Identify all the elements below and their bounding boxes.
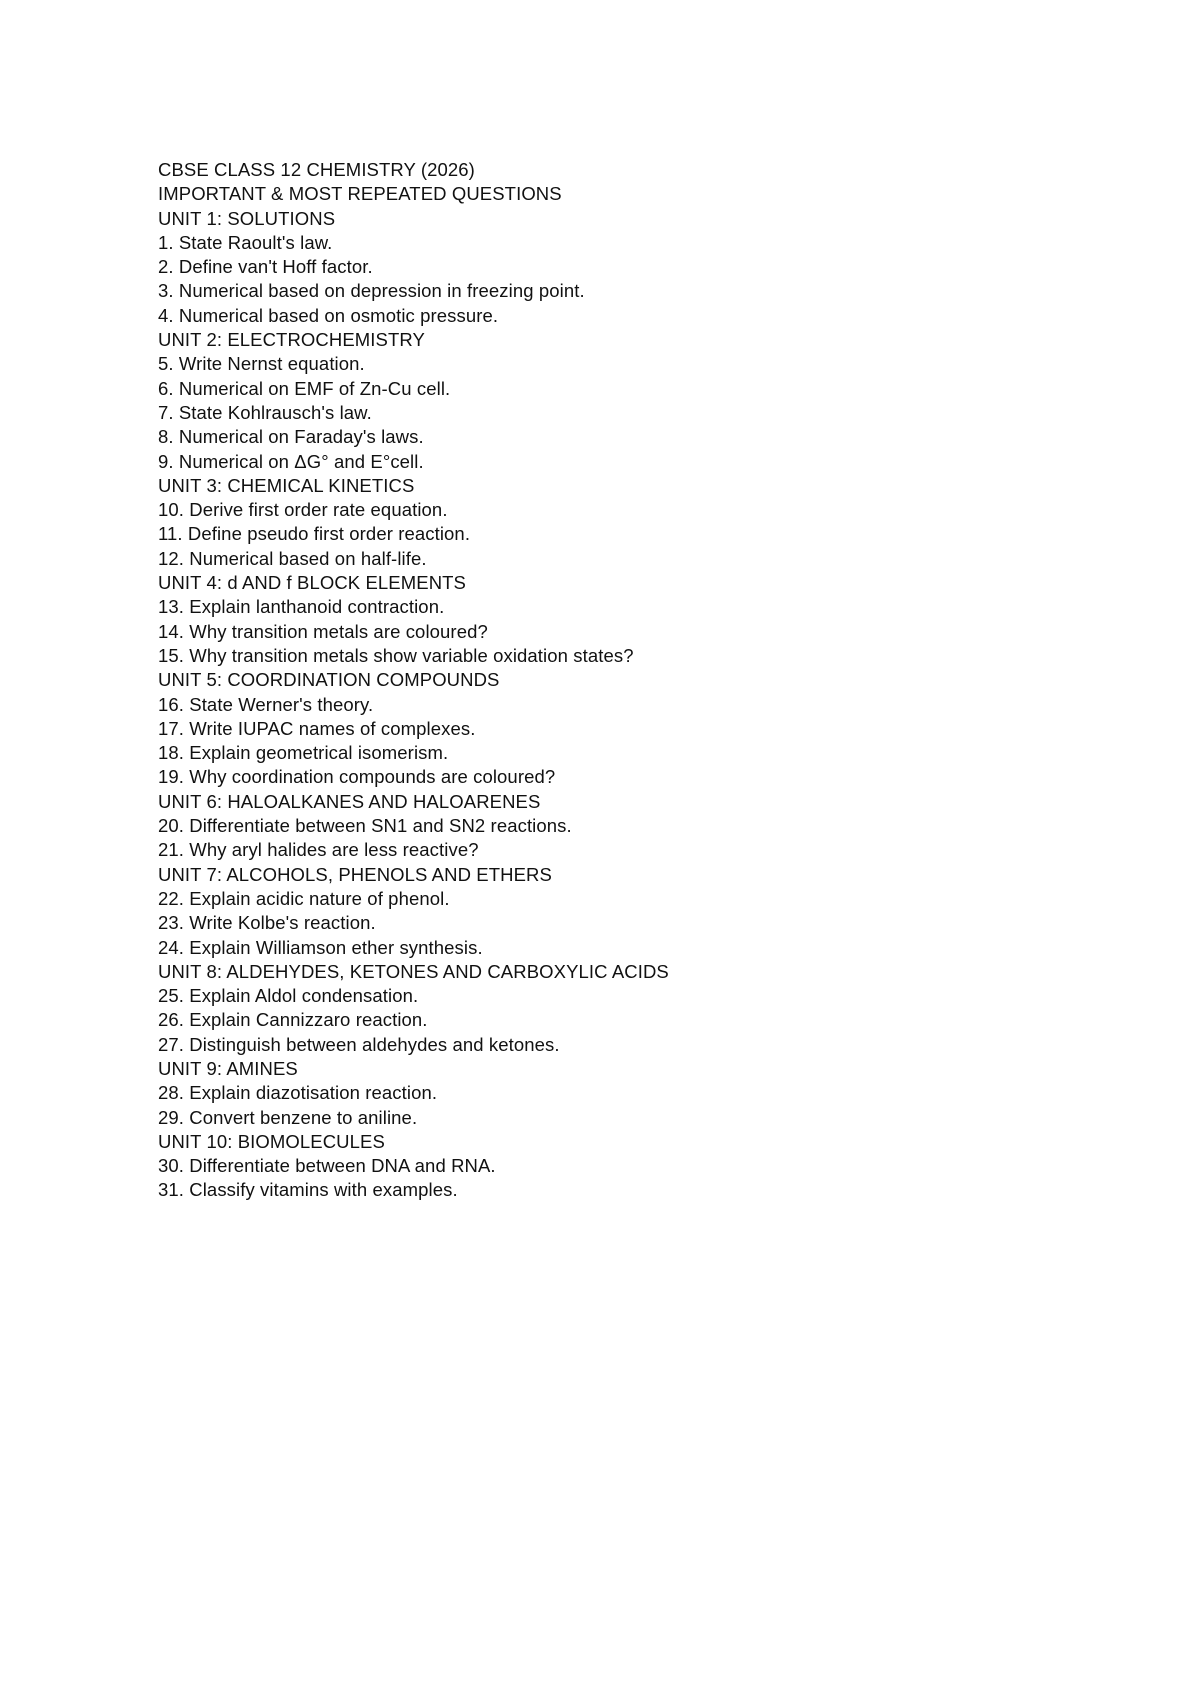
question-item: 21. Why aryl halides are less reactive?	[158, 839, 479, 861]
question-item: 20. Differentiate between SN1 and SN2 reactions.	[158, 815, 572, 837]
document-subtitle: IMPORTANT & MOST REPEATED QUESTIONS	[158, 183, 562, 205]
unit-heading: UNIT 6: HALOALKANES AND HALOARENES	[158, 790, 541, 812]
question-item: 3. Numerical based on depression in freezing point.	[158, 280, 585, 302]
question-item: 2. Define van't Hoff factor.	[158, 256, 373, 278]
unit-heading: UNIT 8: ALDEHYDES, KETONES AND CARBOXYLIC ACIDS	[158, 960, 669, 982]
question-item: 4. Numerical based on osmotic pressure.	[158, 304, 499, 326]
question-item: 30. Differentiate between DNA and RNA.	[158, 1155, 496, 1177]
question-item: 5. Write Nernst equation.	[158, 353, 365, 375]
question-item: 24. Explain Williamson ether synthesis.	[158, 936, 483, 958]
question-item: 28. Explain diazotisation reaction.	[158, 1082, 438, 1104]
question-item: 22. Explain acidic nature of phenol.	[158, 887, 450, 909]
question-item: 27. Distinguish between aldehydes and ketones.	[158, 1033, 560, 1055]
question-item: 14. Why transition metals are coloured?	[158, 620, 488, 642]
question-item: 26. Explain Cannizzaro reaction.	[158, 1009, 428, 1031]
question-item: 8. Numerical on Faraday's laws.	[158, 426, 424, 448]
unit-heading: UNIT 1: SOLUTIONS	[158, 207, 336, 229]
question-item: 17. Write IUPAC names of complexes.	[158, 717, 476, 739]
question-item: 15. Why transition metals show variable oxidation states?	[158, 644, 634, 666]
question-item: 9. Numerical on ΔG° and E°cell.	[158, 450, 424, 472]
question-item: 31. Classify vitamins with examples.	[158, 1179, 458, 1201]
question-item: 12. Numerical based on half-life.	[158, 547, 427, 569]
question-item: 18. Explain geometrical isomerism.	[158, 742, 449, 764]
unit-heading: UNIT 7: ALCOHOLS, PHENOLS AND ETHERS	[158, 863, 552, 885]
question-item: 23. Write Kolbe's reaction.	[158, 912, 376, 934]
unit-heading: UNIT 4: d AND f BLOCK ELEMENTS	[158, 572, 466, 594]
question-item: 10. Derive first order rate equation.	[158, 499, 448, 521]
question-item: 1. State Raoult's law.	[158, 231, 333, 253]
question-item: 29. Convert benzene to aniline.	[158, 1106, 418, 1128]
question-item: 7. State Kohlrausch's law.	[158, 401, 372, 423]
question-item: 25. Explain Aldol condensation.	[158, 985, 419, 1007]
unit-heading: UNIT 2: ELECTROCHEMISTRY	[158, 329, 425, 351]
question-item: 11. Define pseudo first order reaction.	[158, 523, 471, 545]
unit-heading: UNIT 3: CHEMICAL KINETICS	[158, 474, 415, 496]
question-item: 16. State Werner's theory.	[158, 693, 374, 715]
question-item: 13. Explain lanthanoid contraction.	[158, 596, 445, 618]
unit-heading: UNIT 9: AMINES	[158, 1057, 298, 1079]
question-item: 6. Numerical on EMF of Zn-Cu cell.	[158, 377, 451, 399]
unit-heading: UNIT 5: COORDINATION COMPOUNDS	[158, 669, 500, 691]
document-body	[158, 158, 1058, 1203]
question-item: 19. Why coordination compounds are coloured?	[158, 766, 556, 788]
unit-heading: UNIT 10: BIOMOLECULES	[158, 1130, 385, 1152]
document-title: CBSE CLASS 12 CHEMISTRY (2026)	[158, 159, 475, 180]
